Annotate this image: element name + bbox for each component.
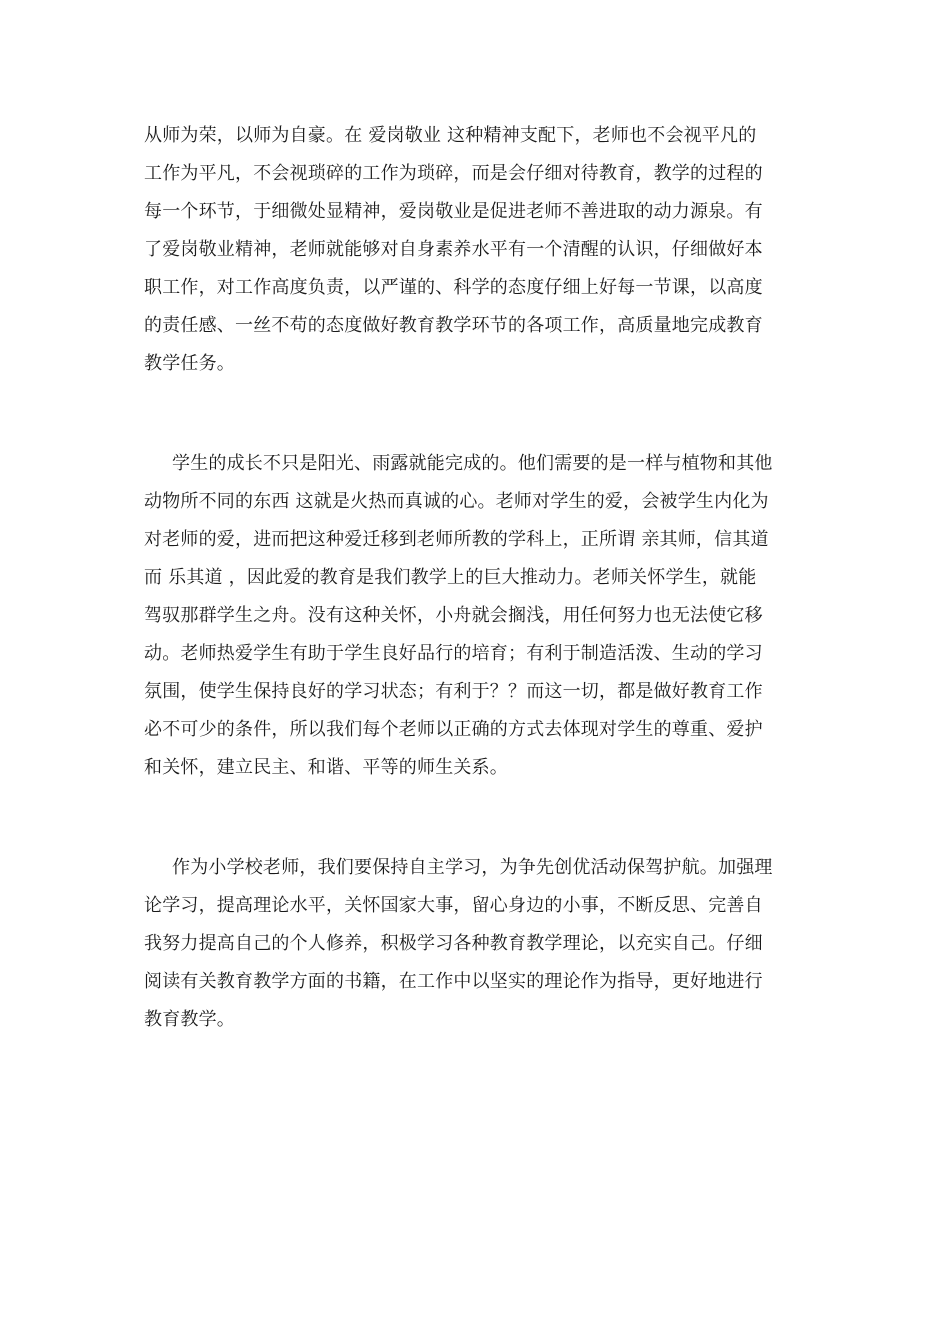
paragraph-2-line-8: 必不可少的条件，所以我们每个老师以正确的方式去体现对学生的尊重、爱护 — [144, 719, 763, 740]
paragraph-3-line-5: 教育教学。 — [144, 1009, 235, 1030]
paragraph-1-line-1: 从师为荣，以师为自豪。在 爱岗敬业 这种精神支配下，老师也不会视平凡的 — [144, 125, 757, 146]
paragraph-2-line-7: 氛围，使学生保持良好的学习状态；有利于？？而这一切，都是做好教育工作 — [144, 681, 763, 702]
paragraph-2-line-3: 对老师的爱，进而把这种爱迁移到老师所教的学科上，正所谓 亲其师，信其道 — [144, 529, 769, 550]
paragraph-3-line-3: 我努力提高自己的个人修养，积极学习各种教育教学理论，以充实自己。仔细 — [144, 933, 763, 954]
paragraph-2-line-5: 驾驭那群学生之舟。没有这种关怀，小舟就会搁浅，用任何努力也无法使它移 — [144, 605, 763, 626]
paragraph-3-line-4: 阅读有关教育教学方面的书籍，在工作中以坚实的理论作为指导，更好地进行 — [144, 971, 763, 992]
paragraph-2-line-9: 和关怀，建立民主、和谐、平等的师生关系。 — [144, 757, 508, 778]
paragraph-1-line-5: 职工作，对工作高度负责，以严谨的、科学的态度仔细上好每一节课，以高度 — [144, 277, 763, 298]
paragraph-1-line-3: 每一个环节，于细微处显精神，爱岗敬业是促进老师不善进取的动力源泉。有 — [144, 201, 763, 222]
paragraph-1-line-6: 的责任感、一丝不苟的态度做好教育教学环节的各项工作，高质量地完成教育 — [144, 315, 763, 336]
paragraph-1-line-7: 教学任务。 — [144, 353, 235, 374]
paragraph-2-line-6: 动。老师热爱学生有助于学生良好品行的培育；有利于制造活泼、生动的学习 — [144, 643, 763, 664]
paragraph-3-line-1: 作为小学校老师，我们要保持自主学习，为争先创优活动保驾护航。加强理 — [172, 857, 773, 878]
paragraph-2-line-1: 学生的成长不只是阳光、雨露就能完成的。他们需要的是一样与植物和其他 — [172, 453, 773, 474]
paragraph-2-line-2: 动物所不同的东西 这就是火热而真诚的心。老师对学生的爱，会被学生内化为 — [144, 491, 769, 512]
paragraph-1-line-4: 了爱岗敬业精神，老师就能够对自身素养水平有一个清醒的认识，仔细做好本 — [144, 239, 763, 260]
paragraph-1-line-2: 工作为平凡，不会视琐碎的工作为琐碎，而是会仔细对待教育，教学的过程的 — [144, 163, 763, 184]
paragraph-2-line-4: 而 乐其道 ，因此爱的教育是我们教学上的巨大推动力。老师关怀学生，就能 — [144, 567, 757, 588]
paragraph-3-line-2: 论学习，提高理论水平，关怀国家大事，留心身边的小事，不断反思、完善自 — [144, 895, 763, 916]
